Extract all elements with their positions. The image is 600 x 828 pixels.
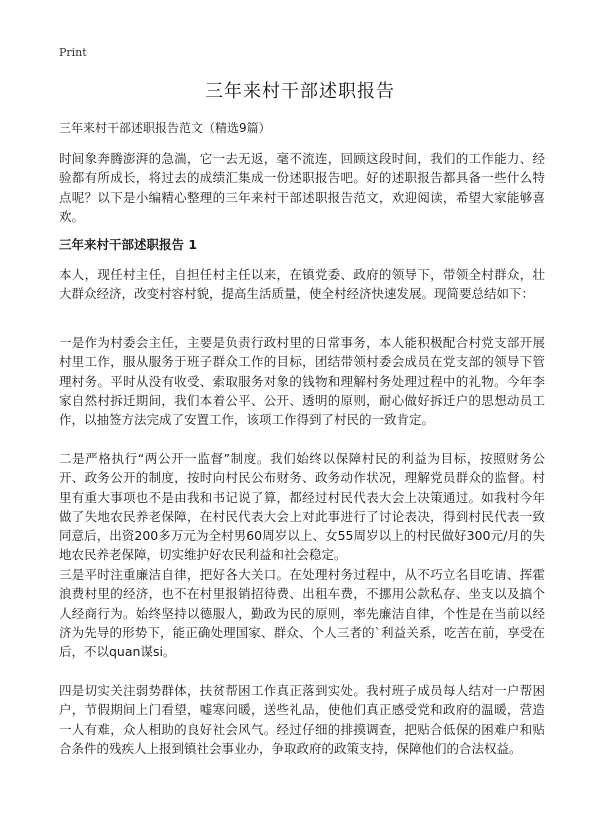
section-heading: 三年来村干部述职报告 1 <box>59 237 198 252</box>
body-paragraph-3: 二是严格执行“两公开一监督”制度。我们始终以保障村民的利益为目标，按照财务公开、政务公开的制度，按时向村民公布财务、政务动作状况，理解党员群众的监督。村里有重大事项也不是由我和书记说了算，都经过村民代表大会上决策通过。如我村今年做了失地农民养老保障，在村民代表大会上对此事进行了讨论表决，得到村民代表一致同意后，出资200多万元为全村男60周岁以上、女55周岁以上的村民做好300元/月的失地农民养老保障，切实维护好农民利益和社会稳定。 <box>59 451 545 563</box>
body-paragraph-2: 一是作为村委会主任，主要是负责行政村里的日常事务，本人能积极配合村党支部开展村里工作，服从服务于班子群众工作的目标，团结带领村委会成员在党支部的领导下管理村务。平时从没有收受、索取服务对象的钱物和理解村务处理过程中的礼物。今年李家自然村拆迁期间，我们本着公平、公开、透明的原则，耐心做好拆迁户的思想动员工作，以抽签方法完成了安置工作，该项工作得到了村民的一致肯定。 <box>59 335 545 428</box>
intro-paragraph: 时间象奔腾澎湃的急湍，它一去无返，毫不流连，回顾这段时间，我们的工作能力、经验都有所成长，将过去的成绩汇集成一份述职报告吧。好的述职报告都具备一些什么特点呢？以下是小编精心整理的三年来村干部述职报告范文，欢迎阅读，希望大家能够喜欢。 <box>59 151 545 224</box>
body-paragraph-1: 本人，现任村主任，自担任村主任以来，在镇党委、政府的领导下，带领全村群众，壮大群众经济，改变村容村貌，提高生活质量，使全村经济快速发展。现简要总结如下： <box>59 267 545 302</box>
document-title: 三年来村干部述职报告 <box>205 81 395 102</box>
document-subtitle: 三年来村干部述职报告范文（精选9篇） <box>59 121 271 135</box>
body-paragraph-4: 三是平时注重廉洁自律，把好各大关口。在处理村务过程中，从不巧立名目吃请、挥霍浪费村里的经济，也不在村里报销招待费、出租车费，不挪用公款私存、坐支以及搞个人经商行为。始终坚持以德服人，勤政为民的原则，率先廉洁自律，个性是在当前以经济为先导的形势下，能正确处理国家、群众、个人三者的`利益关系，吃苦在前，享受在后，不以quan谋si。 <box>59 567 545 660</box>
body-paragraph-5: 四是切实关注弱势群体，扶贫帮困工作真正落到实处。我村班子成员每人结对一户帮困户，节假期间上门看望，嘘寒问暖，送些礼品，使他们真正感受党和政府的温暖，营造一人有难，众人相助的良好社会风气。经过仔细的排摸调查，把贴合低保的困难户和贴合条件的残疾人上报到镇社会事业办，争取政府的政策支持，保障他们的合法权益。 <box>59 683 545 756</box>
print-label: Print <box>59 46 87 59</box>
